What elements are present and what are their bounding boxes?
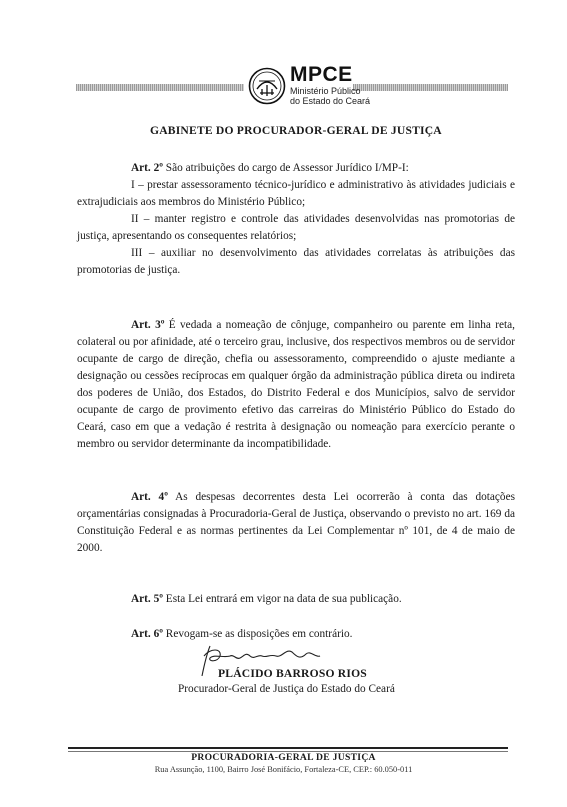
brand-name: MPCE [290,63,353,86]
header-band-left [76,84,244,91]
article-2-intro [77,160,515,177]
brand-block [290,64,370,106]
office-heading: GABINETE DO PROCURADOR-GERAL DE JUSTIÇA [150,124,442,137]
brand-subtitle-1: Ministério Público [290,86,361,96]
article-5-text: Esta Lei entrará em vigor na data de sua publicação. [162,593,402,605]
mpce-seal-icon [248,67,286,105]
article-2-item-2: II – manter registro e controle das atividades desenvolvidas nas promotorias de justiça, apresentando os consequentes relatórios; [77,213,515,242]
article-5 [131,593,402,605]
article-6-text: Revogam-se as disposições em contrário. [162,628,353,640]
article-2-label: Art. 2º [131,162,163,174]
article-5-label: Art. 5º [131,593,163,605]
article-3-paragraph [77,317,515,453]
article-3-label: Art. 3º [131,319,165,331]
signatory-title: Procurador-Geral de Justiça do Estado do Ceará [178,683,395,695]
article-4-paragraph [77,489,515,557]
article-2-intro-text: São atribuições do cargo de Assessor Jurídico I/MP-I: [162,162,409,174]
brand-subtitle-2: do Estado do Ceará [290,96,371,106]
signatory-name: PLÁCIDO BARROSO RIOS [218,667,367,680]
article-2-item-3: III – auxiliar no desenvolvimento das atividades correlatas às atribuições das promotorias de justiça. [77,247,515,276]
article-4-label: Art. 4º [131,491,168,503]
article-6-label: Art. 6º [131,628,163,640]
footer-address: Rua Assunção, 1100, Bairro José Bonifácio, Fortaleza-CE, CEP.: 60.050-011 [154,765,413,774]
article-2-item-1: I – prestar assessoramento técnico-jurídico e administrativo às atividades judiciais e extrajudiciais aos membros do Ministério Público; [77,179,515,208]
footer-rule [68,747,508,749]
footer-office: PROCURADORIA-GERAL DE JUSTIÇA [191,752,376,763]
article-4 [77,489,515,557]
article-2 [77,160,515,279]
article-4-text: As despesas decorrentes desta Lei ocorrerão à conta das dotações orçamentárias consignadas à Procuradoria-Geral de Justiça, observando o previsto no art. 169 da Constituição Federal e as normas pertinentes da Lei Complementar nº 101, de 4 de maio de 2000. [77,491,515,554]
header-band-right [353,84,508,91]
article-3-text: É vedada a nomeação de cônjuge, companheiro ou parente em linha reta, colateral ou por afinidade, até o terceiro grau, inclusive, dos respectivos membros ou de servidor ocupante de cargo de direção, chefia ou assessoramento, compreendido o ajuste mediante a designação ou cessões recíprocas em qualquer órgão da administração pública direta ou indireta dos poderes de União, dos Estados, do Distrito Federal e dos Municípios, salvo de servidor ocupante de cargo de provimento efetivo das carreiras do Ministério Público do Estado do Ceará, caso em que a vedação é restrita à designação ou nomeação para exercício perante o membro ou servidor determinante da incompatibilidade. [77,319,515,450]
article-6 [131,628,352,640]
article-3 [77,317,515,453]
